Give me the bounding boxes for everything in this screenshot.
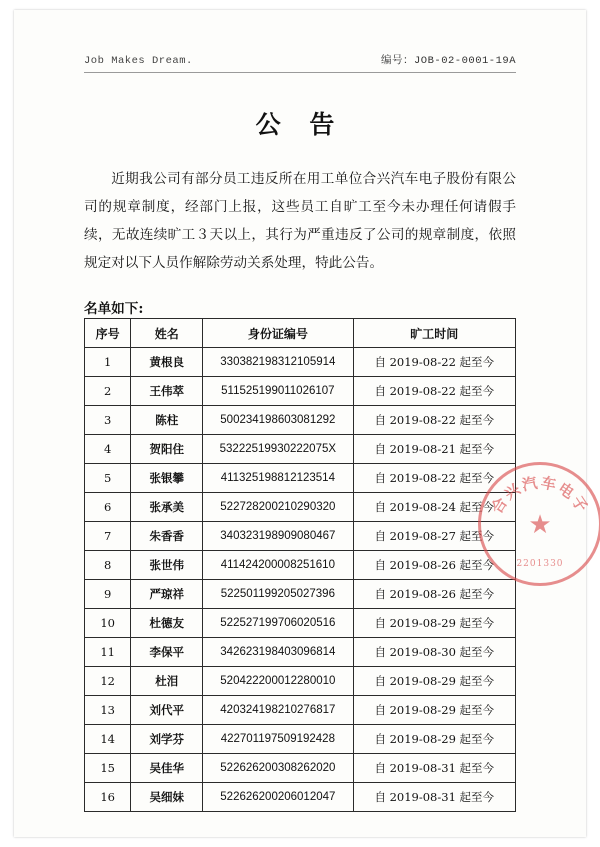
cell-name: 张银攀 [131, 464, 203, 493]
cell-name: 王伟萃 [131, 377, 203, 406]
cell-index: 4 [85, 435, 131, 464]
cell-id: 522501199205027396 [203, 580, 353, 609]
table-row [85, 725, 516, 754]
cell-index: 6 [85, 493, 131, 522]
table-row [85, 696, 516, 725]
cell-time: 自 2019-08-27 起至今 [353, 522, 515, 551]
page-title: 公 告 [255, 110, 345, 139]
cell-index: 9 [85, 580, 131, 609]
list-label: 名单如下: [84, 301, 144, 317]
seal-arc-label: 合兴汽车电子 [487, 473, 593, 517]
table-header-row [85, 319, 516, 348]
table-row [85, 464, 516, 493]
cell-time: 自 2019-08-31 起至今 [353, 783, 515, 812]
table-row [85, 522, 516, 551]
cell-index: 14 [85, 725, 131, 754]
cell-time: 自 2019-08-26 起至今 [353, 551, 515, 580]
seal-number: 2201330 [516, 559, 564, 569]
cell-time: 自 2019-08-24 起至今 [353, 493, 515, 522]
table-row [85, 435, 516, 464]
cell-id: 340323198909080467 [203, 522, 353, 551]
cell-index: 10 [85, 609, 131, 638]
cell-index: 11 [85, 638, 131, 667]
cell-id: 500234198603081292 [203, 406, 353, 435]
table-row [85, 667, 516, 696]
cell-time: 自 2019-08-22 起至今 [353, 348, 515, 377]
cell-time: 自 2019-08-29 起至今 [353, 609, 515, 638]
cell-name: 杜德友 [131, 609, 203, 638]
cell-time: 自 2019-08-26 起至今 [353, 580, 515, 609]
star-icon: ★ [528, 509, 552, 539]
cell-time: 自 2019-08-22 起至今 [353, 406, 515, 435]
cell-index: 1 [85, 348, 131, 377]
cell-name: 朱香香 [131, 522, 203, 551]
cell-time: 自 2019-08-29 起至今 [353, 725, 515, 754]
table-row [85, 493, 516, 522]
table-row [85, 377, 516, 406]
header-slogan: Job Makes Dream. [84, 55, 193, 67]
cell-name: 贺阳住 [131, 435, 203, 464]
table-row [85, 406, 516, 435]
cell-id: 522626200206012047 [203, 783, 353, 812]
cell-index: 3 [85, 406, 131, 435]
cell-name: 吴细妹 [131, 783, 203, 812]
cell-index: 15 [85, 754, 131, 783]
cell-id: 411325198812123514 [203, 464, 353, 493]
table-row [85, 754, 516, 783]
cell-id: 330382198312105914 [203, 348, 353, 377]
column-header-id: 身份证编号 [203, 319, 353, 348]
cell-time: 自 2019-08-31 起至今 [353, 754, 515, 783]
cell-name: 刘学芬 [131, 725, 203, 754]
cell-time: 自 2019-08-29 起至今 [353, 667, 515, 696]
cell-name: 杜泪 [131, 667, 203, 696]
cell-name: 张世伟 [131, 551, 203, 580]
cell-index: 16 [85, 783, 131, 812]
cell-name: 黄根良 [131, 348, 203, 377]
table-row [85, 580, 516, 609]
cell-id: 422701197509192428 [203, 725, 353, 754]
company-seal-stamp [478, 462, 600, 586]
cell-index: 12 [85, 667, 131, 696]
table-row [85, 638, 516, 667]
header-divider [84, 72, 516, 73]
cell-index: 13 [85, 696, 131, 725]
header-doc-number: 编号：JOB-02-0001-19A [380, 55, 516, 67]
cell-time: 自 2019-08-29 起至今 [353, 696, 515, 725]
cell-name: 刘代平 [131, 696, 203, 725]
cell-time: 自 2019-08-22 起至今 [353, 377, 515, 406]
cell-time: 自 2019-08-30 起至今 [353, 638, 515, 667]
cell-name: 吴佳华 [131, 754, 203, 783]
cell-index: 8 [85, 551, 131, 580]
cell-index: 5 [85, 464, 131, 493]
cell-id: 411424200008251610 [203, 551, 353, 580]
cell-id: 53222519930222075X [203, 435, 353, 464]
column-header-time: 旷工时间 [353, 319, 515, 348]
table-row [85, 783, 516, 812]
cell-name: 张承美 [131, 493, 203, 522]
table-row [85, 609, 516, 638]
cell-id: 342623198403096814 [203, 638, 353, 667]
cell-index: 2 [85, 377, 131, 406]
cell-name: 陈柱 [131, 406, 203, 435]
cell-id: 522527199706020516 [203, 609, 353, 638]
cell-name: 李保平 [131, 638, 203, 667]
cell-time: 自 2019-08-21 起至今 [353, 435, 515, 464]
document-sheet [14, 10, 593, 837]
cell-id: 522626200308262020 [203, 754, 353, 783]
column-header-name: 姓名 [131, 319, 203, 348]
cell-time: 自 2019-08-22 起至今 [353, 464, 515, 493]
column-header-index: 序号 [85, 319, 131, 348]
dismissal-table [84, 318, 516, 812]
table-row [85, 348, 516, 377]
cell-id: 522728200210290320 [203, 493, 353, 522]
cell-id: 420324198210276817 [203, 696, 353, 725]
cell-index: 7 [85, 522, 131, 551]
cell-id: 511525199011026107 [203, 377, 353, 406]
table-row [85, 551, 516, 580]
document-header [84, 52, 516, 67]
announcement-body: 近期我公司有部分员工违反所在用工单位合兴汽车电子股份有限公司的规章制度，经部门上报，这些员工自旷工至今未办理任何请假手续，无故连续旷工３天以上，其行为严重违反了公司的规章制度，依照规定对以下人员作解除劳动关系处理，特此公告。 [84, 171, 516, 271]
cell-name: 严琼祥 [131, 580, 203, 609]
cell-id: 520422200012280010 [203, 667, 353, 696]
